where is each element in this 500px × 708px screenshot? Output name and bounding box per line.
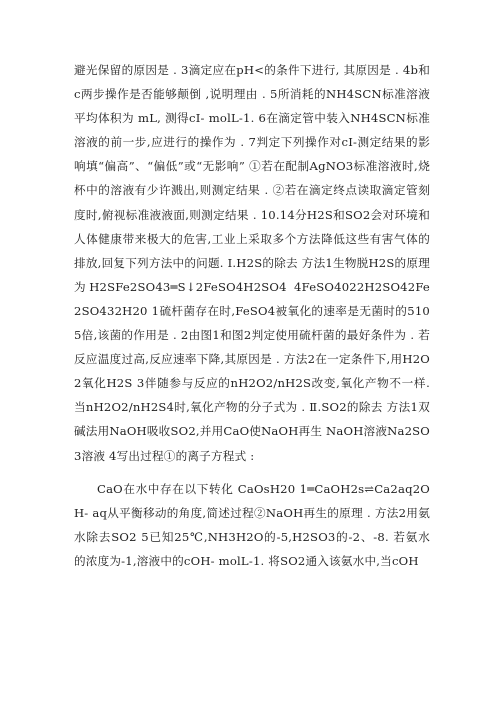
paragraph-1: 避光保留的原因是 . 3滴定应在pH<的条件下进行, 其原因是 . 4b和c两步操作是否能够颠倒 ,说明理由 . 5所消耗的NH4SCN标准溶液平均体积为 mL, 测得cI- molL-1. 6在滴定管中装入NH4SCN标准溶液的前一步,应进行的操作为 . 7判定下列操作对cI-测定结果的影响填“偏高”、“偏低”或“无影响” ①若在配制AgNO3标准溶液时,烧杯中的溶液有少许溅出,则测定结果 . ②若在滴定终点读取滴定管刻度时,俯视标准液液面,则测定结果 . 10.14分H2S和SO2会对环境和人体健康带来极大的危害,工业上采取多个方法降低这些有害气体的排放,回复下列方法中的问题. Ⅰ.H2S的除去 方法1生物脱H2S的原理为H2SFe2SO43═S↓2FeSO4H2SO4 4FeSO4022H2SO42Fe2SO432H20 1硫杆菌存在时,FeSO4被氧化的速率是无菌时的5105倍,该菌的作用是 . 2由图1和图2判定使用硫杆菌的最好条件为 . 若反应温度过高,反应速率下降,其原因是 . 方法2在一定条件下,用H2O2氧化H2S 3伴随参与反应的nH2O2/nH2S改变,氧化产物不一样. 当nH2O2/nH2S4时,氧化产物的分子式为 . Ⅱ.SO2的除去 方法1双碱法用NaOH吸收SO2,并用CaO使NaOH再生 NaOH溶液Na2SO3溶液 4写出过程①的离子方程式 : — [74, 63, 430, 463]
document-body — [74, 58, 430, 573]
paragraph-2: CaO在水中存在以下转化 CaOsH20 1═CaOH2s⇌Ca2aq2OH- aq从平衡移动的角度,简述过程②NaOH再生的原理 . 方法2用氨水除去SO2 5已知25℃,NH3H2O的-5,H2SO3的-2、-8. 若氨水的浓度为-1,溶液中的cOH- molL-1. 将SO2通入该氨水中,当cOH — [74, 481, 430, 568]
